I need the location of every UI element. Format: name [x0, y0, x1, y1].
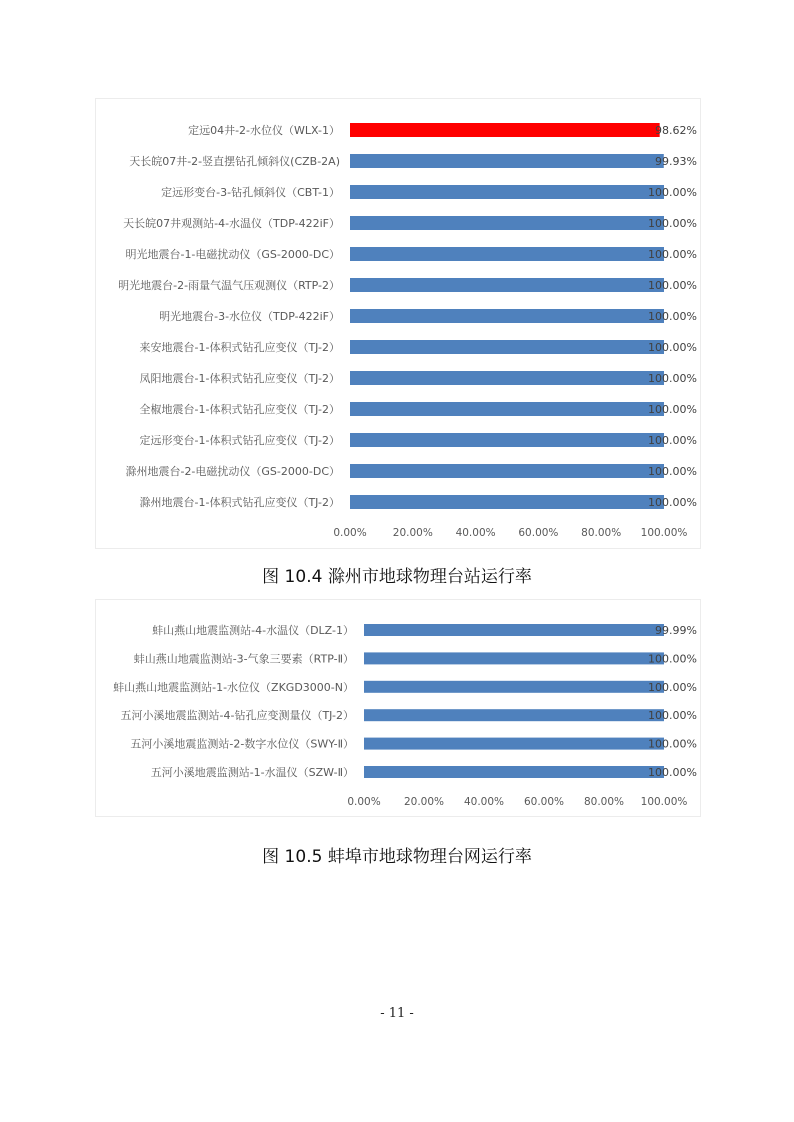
x-tick-label: 40.00%: [463, 796, 505, 808]
category-label: 蚌山燕山地震监测站-1-水位仪（ZKGD3000-N）: [113, 680, 354, 694]
data-label: 100.00%: [648, 465, 697, 478]
figure-caption-10-5: 图 10.5 蚌埠市地球物理台网运行率: [262, 847, 532, 867]
chart-bengbu-frame: [95, 599, 701, 817]
data-label: 100.00%: [648, 709, 697, 723]
data-label: 100.00%: [648, 186, 697, 199]
bar: [350, 216, 664, 230]
bar: [350, 278, 664, 292]
x-tick-label: 100.00%: [640, 527, 688, 539]
figure-caption-10-4: 图 10.4 滁州市地球物理台站运行率: [262, 567, 532, 587]
category-label: 五河小溪地震监测站-4-钻孔应变测量仪（TJ-2）: [120, 709, 354, 723]
chart-chuzhou: [96, 99, 700, 548]
bar: [350, 340, 664, 354]
category-label: 天长皖07井观测站-4-水温仪（TDP-422iF）: [123, 217, 340, 230]
category-label: 蚌山燕山地震监测站-4-水温仪（DLZ-1）: [152, 624, 354, 637]
data-label: 99.99%: [655, 624, 697, 637]
category-label: 定远04井-2-水位仪（WLX-1）: [188, 124, 340, 137]
x-tick-label: 20.00%: [392, 527, 433, 539]
bar: [350, 309, 664, 323]
x-tick-label: 20.00%: [403, 796, 445, 808]
bar: [364, 624, 664, 636]
data-label: 100.00%: [648, 496, 697, 509]
category-label: 凤阳地震台-1-体积式钻孔应变仪（TJ-2）: [139, 372, 340, 385]
x-tick-label: 80.00%: [581, 527, 622, 539]
category-label: 滁州地震台-2-电磁扰动仪（GS-2000-DC）: [125, 465, 340, 478]
category-label: 五河小溪地震监测站-2-数字水位仪（SWY-Ⅱ）: [130, 737, 354, 751]
category-label: 五河小溪地震监测站-1-水温仪（SZW-Ⅱ）: [150, 766, 354, 779]
x-tick-label: 80.00%: [583, 796, 625, 808]
bar: [364, 738, 664, 750]
data-label: 100.00%: [648, 341, 697, 354]
data-label: 100.00%: [648, 372, 697, 385]
data-label: 100.00%: [648, 766, 697, 779]
bar: [364, 709, 664, 721]
bar: [364, 681, 664, 693]
bar: [350, 402, 664, 416]
bar: [350, 154, 664, 168]
x-tick-label: 60.00%: [523, 796, 565, 808]
category-label: 明光地震台-2-雨量气温气压观测仪（RTP-2）: [118, 279, 340, 292]
category-label: 全椒地震台-1-体积式钻孔应变仪（TJ-2）: [139, 403, 340, 416]
bar: [350, 495, 664, 509]
category-label: 定远形变台-1-体积式钻孔应变仪（TJ-2）: [139, 434, 340, 447]
data-label: 100.00%: [648, 434, 697, 447]
bar: [350, 433, 664, 447]
category-label: 定远形变台-3-钻孔倾斜仪（CBT-1）: [161, 186, 340, 199]
bar: [350, 371, 664, 385]
bar: [364, 652, 664, 664]
x-tick-label: 40.00%: [455, 527, 496, 539]
data-label: 100.00%: [648, 737, 697, 751]
data-label: 100.00%: [648, 680, 697, 694]
bar: [364, 766, 664, 778]
bar: [350, 247, 664, 261]
page-number: - 11 -: [380, 1006, 414, 1021]
category-label: 蚌山燕山地震监测站-3-气象三要素（RTP-Ⅱ）: [133, 652, 354, 666]
data-label: 99.93%: [655, 155, 697, 168]
category-label: 明光地震台-1-电磁扰动仪（GS-2000-DC）: [125, 248, 340, 261]
x-tick-label: 0.00%: [347, 796, 381, 808]
chart-bengbu: [96, 600, 700, 816]
x-tick-label: 0.00%: [333, 527, 367, 539]
bar: [350, 464, 664, 478]
bar: [350, 185, 664, 199]
data-label: 100.00%: [648, 279, 697, 292]
chart-chuzhou-frame: [95, 98, 701, 549]
data-label: 100.00%: [648, 248, 697, 261]
category-label: 明光地震台-3-水位仪（TDP-422iF）: [159, 310, 340, 323]
bar: [350, 123, 660, 137]
category-label: 滁州地震台-1-体积式钻孔应变仪（TJ-2）: [139, 496, 340, 509]
data-label: 100.00%: [648, 310, 697, 323]
category-label: 来安地震台-1-体积式钻孔应变仪（TJ-2）: [139, 341, 340, 354]
data-label: 98.62%: [655, 124, 697, 137]
data-label: 100.00%: [648, 652, 697, 666]
category-label: 天长皖07井-2-竖直摆钻孔倾斜仪(CZB-2A): [129, 155, 340, 168]
data-label: 100.00%: [648, 217, 697, 230]
x-tick-label: 100.00%: [640, 796, 688, 808]
x-tick-label: 60.00%: [518, 527, 559, 539]
data-label: 100.00%: [648, 403, 697, 416]
